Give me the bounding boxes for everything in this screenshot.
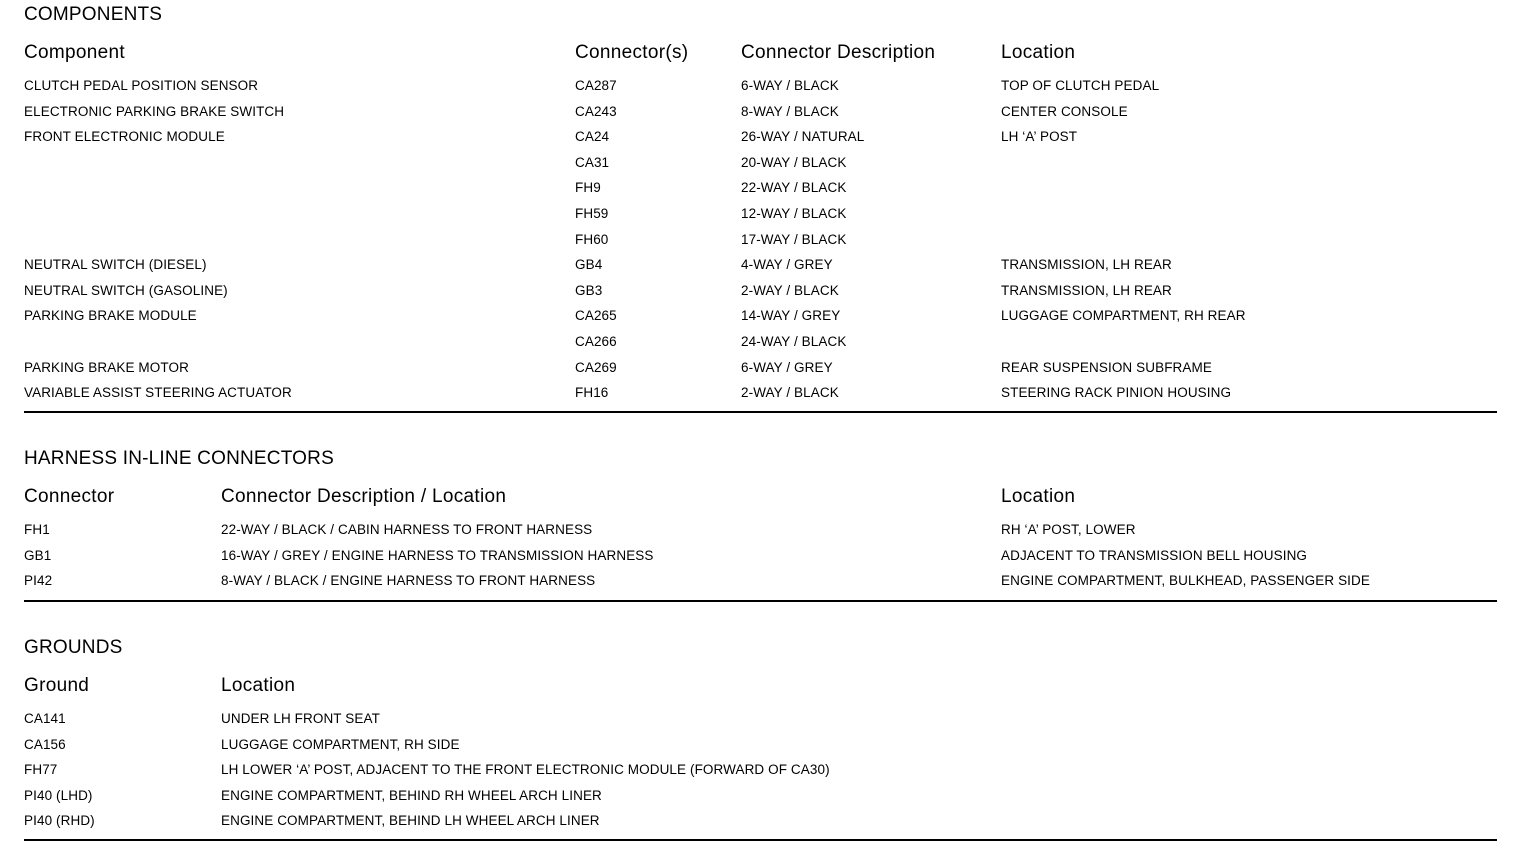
table-row: [24, 103, 1497, 129]
connector-description: 8-WAY / BLACK: [741, 103, 839, 119]
connector-description-column-header: Connector Description: [741, 42, 936, 63]
components-table: [24, 77, 1497, 410]
connector-location: ADJACENT TO TRANSMISSION BELL HOUSING: [1001, 547, 1308, 563]
ground-id: PI40 (LHD): [24, 787, 93, 803]
connector-id: FH1: [24, 522, 50, 537]
harness-table: [24, 521, 1497, 598]
table-row: [24, 205, 1497, 231]
component-name: VARIABLE ASSIST STEERING ACTUATOR: [24, 385, 292, 401]
connector-column-header: Connector: [24, 486, 115, 507]
table-row: [24, 384, 1497, 410]
connector-id: GB1: [24, 547, 52, 563]
connector-id: GB4: [575, 257, 603, 273]
ground-location: UNDER LH FRONT SEAT: [221, 711, 380, 726]
ground-column-header: Ground: [24, 675, 90, 696]
connector-id: CA24: [575, 129, 610, 145]
grounds-table: [24, 710, 1497, 838]
ground-location: LUGGAGE COMPARTMENT, RH SIDE: [221, 736, 460, 752]
connector-id: PI42: [24, 573, 53, 589]
connector-id: FH9: [575, 180, 601, 196]
connector-id: CA265: [575, 308, 617, 324]
ground-id: FH77: [24, 762, 58, 778]
connector-description: 22-WAY / BLACK: [741, 180, 847, 196]
component-name: PARKING BRAKE MODULE: [24, 308, 197, 324]
connector-location: RH ‘A’ POST, LOWER: [1001, 522, 1136, 537]
component-name: NEUTRAL SWITCH (DIESEL): [24, 257, 207, 273]
section-divider: [24, 839, 1497, 841]
component-location: TRANSMISSION, LH REAR: [1001, 257, 1172, 273]
description-location-column-header: Connector Description / Location: [221, 486, 507, 507]
table-row: [24, 521, 1497, 547]
table-row: [24, 761, 1497, 787]
connector-description: 2-WAY / BLACK: [741, 282, 839, 298]
component-name: CLUTCH PEDAL POSITION SENSOR: [24, 78, 259, 93]
connector-location: ENGINE COMPARTMENT, BULKHEAD, PASSENGER SIDE: [1001, 573, 1370, 589]
components-section: [24, 0, 1497, 416]
location-column-header: Location: [1001, 42, 1076, 63]
component-location: LH ‘A’ POST: [1001, 129, 1078, 145]
connector-description: 8-WAY / BLACK / ENGINE HARNESS TO FRONT HARNESS: [221, 573, 596, 589]
table-row: [24, 179, 1497, 205]
table-row: [24, 787, 1497, 813]
table-row: [24, 359, 1497, 385]
component-name: PARKING BRAKE MOTOR: [24, 359, 189, 375]
connector-id: CA287: [575, 78, 617, 93]
connector-id: FH16: [575, 385, 609, 401]
table-row: [24, 333, 1497, 359]
connector-description: 4-WAY / GREY: [741, 257, 833, 273]
connector-id: CA266: [575, 333, 617, 349]
connector-id: FH60: [575, 231, 609, 247]
table-row: [24, 256, 1497, 282]
ground-location: ENGINE COMPARTMENT, BEHIND LH WHEEL ARCH LINER: [221, 813, 600, 829]
connector-description: 6-WAY / BLACK: [741, 78, 839, 93]
connector-id: CA31: [575, 154, 610, 170]
component-name: NEUTRAL SWITCH (GASOLINE): [24, 282, 228, 298]
grounds-section: [24, 633, 1497, 845]
connector-id: CA243: [575, 103, 617, 119]
ground-location: LH LOWER ‘A’ POST, ADJACENT TO THE FRONT ELECTRONIC MODULE (FORWARD OF CA30): [221, 762, 830, 778]
connector-id: FH59: [575, 205, 609, 221]
component-name: ELECTRONIC PARKING BRAKE SWITCH: [24, 103, 285, 119]
table-row: [24, 572, 1497, 598]
table-row: [24, 307, 1497, 333]
component-location: CENTER CONSOLE: [1001, 103, 1128, 119]
components-title: COMPONENTS: [24, 4, 163, 25]
component-location: LUGGAGE COMPARTMENT, RH REAR: [1001, 308, 1246, 324]
location-column-header: Location: [221, 675, 296, 696]
grounds-title: GROUNDS: [24, 637, 123, 658]
table-row: [24, 812, 1497, 838]
harness-title: HARNESS IN-LINE CONNECTORS: [24, 448, 334, 469]
connector-description: 16-WAY / GREY / ENGINE HARNESS TO TRANSMISSION HARNESS: [221, 547, 654, 563]
component-location: TRANSMISSION, LH REAR: [1001, 282, 1172, 298]
connector-description: 26-WAY / NATURAL: [741, 129, 865, 145]
table-row: [24, 154, 1497, 180]
table-row: [24, 282, 1497, 308]
ground-id: CA156: [24, 736, 66, 752]
connector-description: 20-WAY / BLACK: [741, 154, 847, 170]
table-row: [24, 77, 1497, 103]
section-divider: [24, 600, 1497, 602]
connector-description: 12-WAY / BLACK: [741, 205, 847, 221]
connector-description: 24-WAY / BLACK: [741, 333, 847, 349]
component-location: REAR SUSPENSION SUBFRAME: [1001, 359, 1212, 375]
table-row: [24, 736, 1497, 762]
connector-description: 17-WAY / BLACK: [741, 231, 847, 247]
table-row: [24, 231, 1497, 257]
table-row: [24, 128, 1497, 154]
component-location: TOP OF CLUTCH PEDAL: [1001, 78, 1160, 93]
ground-id: PI40 (RHD): [24, 813, 95, 829]
connectors-column-header: Connector(s): [575, 42, 689, 63]
connector-description: 22-WAY / BLACK / CABIN HARNESS TO FRONT HARNESS: [221, 522, 593, 537]
connector-description: 6-WAY / GREY: [741, 359, 833, 375]
connector-description: 14-WAY / GREY: [741, 308, 841, 324]
connector-description: 2-WAY / BLACK: [741, 385, 839, 401]
component-column-header: Component: [24, 42, 125, 63]
connector-id: GB3: [575, 282, 603, 298]
location-column-header: Location: [1001, 486, 1076, 507]
component-name: FRONT ELECTRONIC MODULE: [24, 129, 225, 145]
ground-location: ENGINE COMPARTMENT, BEHIND RH WHEEL ARCH LINER: [221, 787, 602, 803]
component-location: STEERING RACK PINION HOUSING: [1001, 385, 1232, 401]
connector-id: CA269: [575, 359, 617, 375]
section-divider: [24, 411, 1497, 413]
harness-section: [24, 444, 1497, 604]
table-row: [24, 710, 1497, 736]
table-row: [24, 547, 1497, 573]
ground-id: CA141: [24, 711, 66, 726]
